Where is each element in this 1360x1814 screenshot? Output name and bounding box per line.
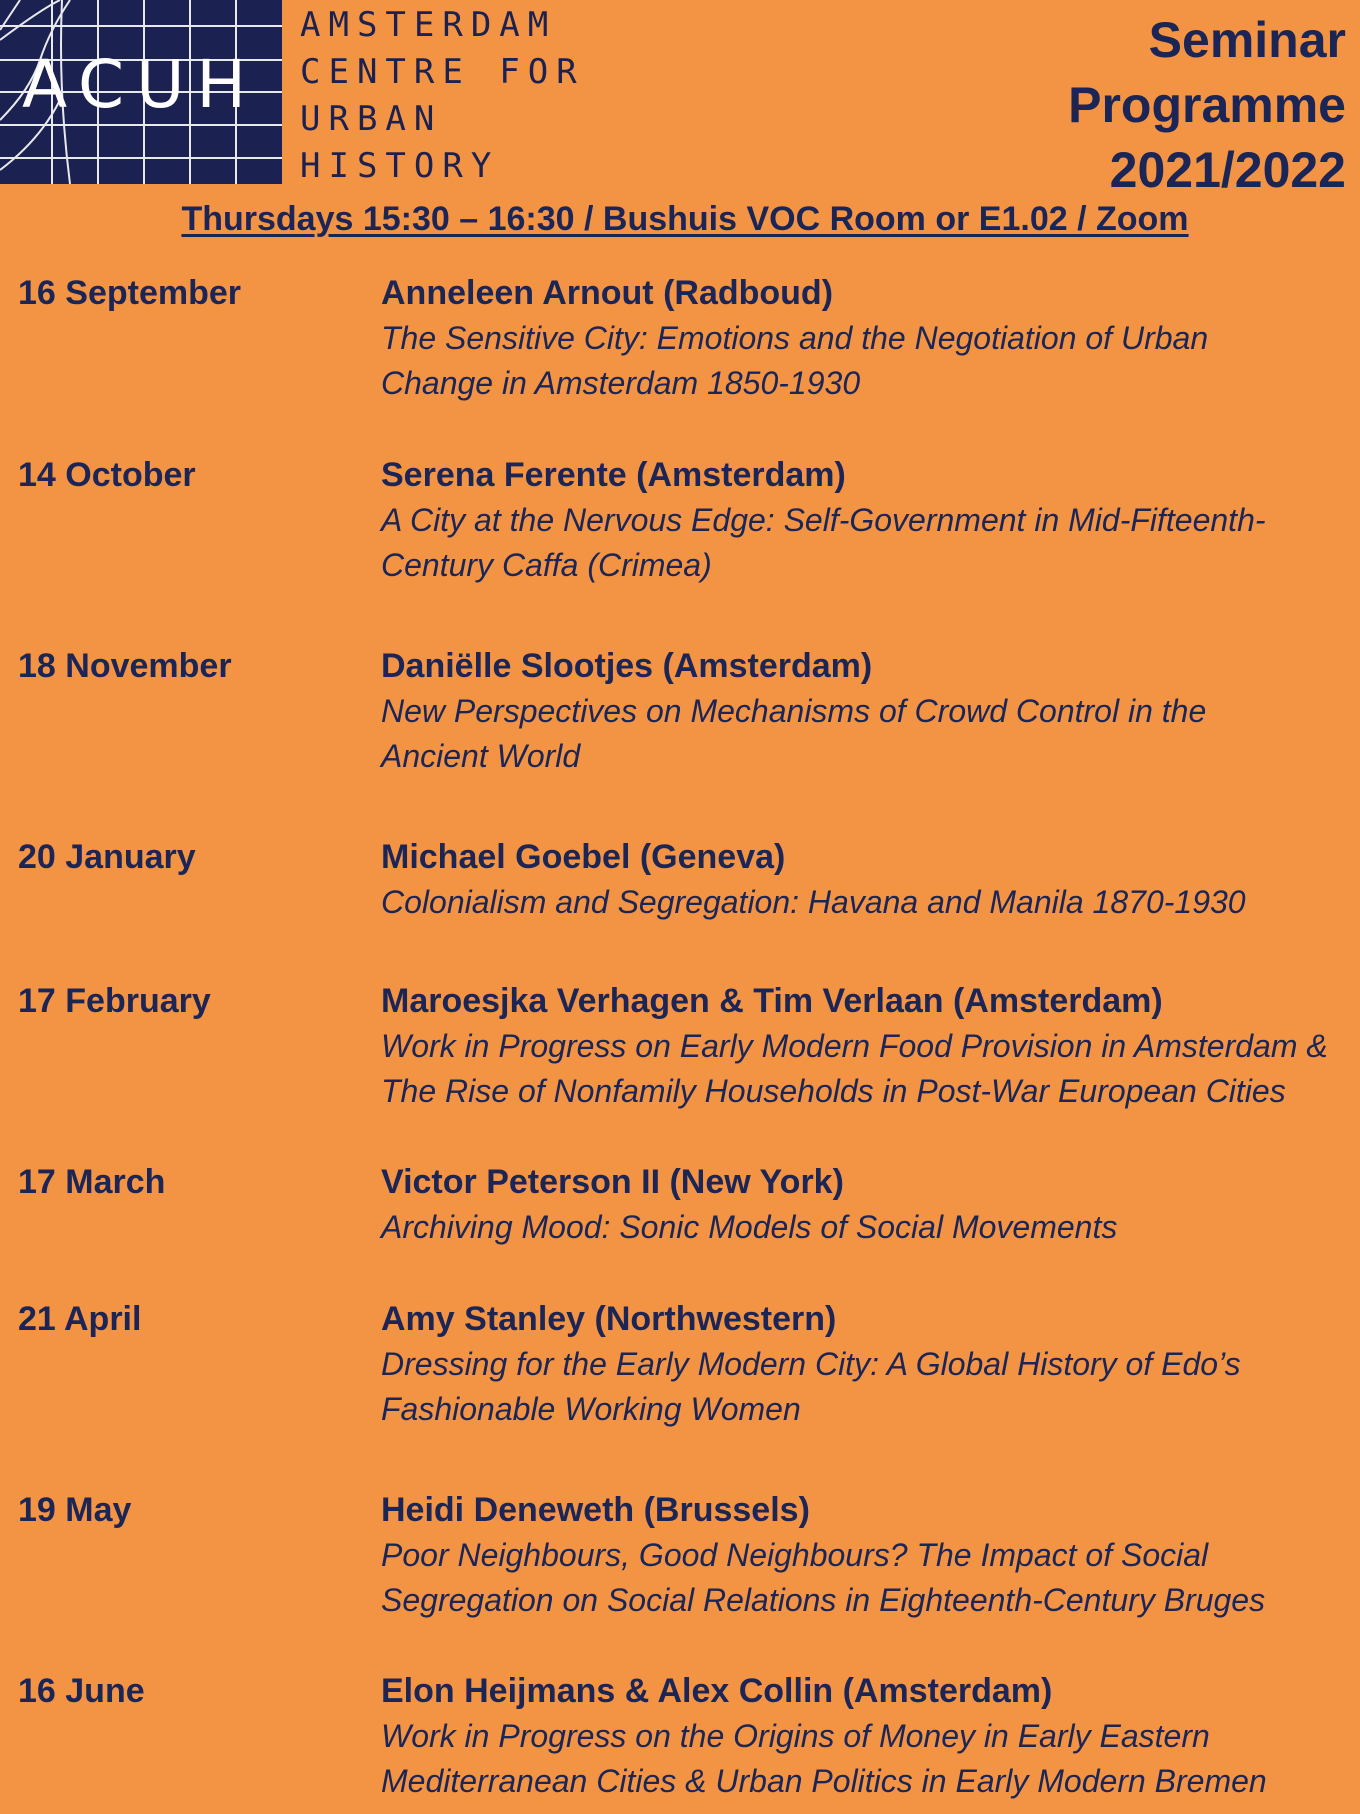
seminar-details — [381, 978, 1341, 1114]
centre-name-line: CENTRE FOR — [300, 52, 585, 92]
seminar-details — [381, 1159, 1341, 1250]
seminar-details — [381, 452, 1341, 588]
seminar-title-line: The Rise of Nonfamily Households in Post-War European Cities — [381, 1073, 1286, 1109]
seminar-details — [381, 643, 1341, 779]
seminar-date: 17 March — [18, 1163, 166, 1201]
seminar-details — [381, 1487, 1341, 1623]
seminar-speaker: Amy Stanley (Northwestern) — [381, 1300, 837, 1338]
seminar-title-line: Ancient World — [381, 738, 581, 774]
seminar-title — [381, 689, 1341, 779]
acuh-logo — [0, 0, 282, 184]
seminar-title — [381, 1024, 1341, 1114]
programme-title — [1068, 8, 1346, 203]
seminar-details — [381, 270, 1341, 406]
seminar-title — [381, 316, 1341, 406]
seminar-speaker: Serena Ferente (Amsterdam) — [381, 456, 846, 494]
seminar-title-line: Work in Progress on the Origins of Money in Early Eastern — [381, 1718, 1210, 1754]
seminar-title-line: Century Caffa (Crimea) — [381, 547, 712, 583]
seminar-details — [381, 1296, 1341, 1432]
seminar-title — [381, 1714, 1341, 1804]
seminar-title — [381, 880, 1341, 925]
seminar-title-line: New Perspectives on Mechanisms of Crowd Control in the — [381, 693, 1207, 729]
seminar-title-line: Fashionable Working Women — [381, 1391, 801, 1427]
seminar-title — [381, 1342, 1341, 1432]
seminar-title-line: Mediterranean Cities & Urban Politics in Early Modern Bremen — [381, 1763, 1267, 1799]
seminar-date: 18 November — [18, 647, 232, 685]
centre-name-line: URBAN — [300, 99, 443, 139]
seminar-speaker: Victor Peterson II (New York) — [381, 1163, 844, 1201]
title-line: Seminar — [1148, 12, 1346, 68]
seminar-date: 17 February — [18, 982, 211, 1020]
seminar-speaker: Anneleen Arnout (Radboud) — [381, 274, 834, 312]
seminar-date: 21 April — [18, 1300, 142, 1338]
centre-name-line: HISTORY — [300, 146, 500, 186]
seminar-title-line: Colonialism and Segregation: Havana and Manila 1870-1930 — [381, 884, 1246, 920]
seminar-title-line: Archiving Mood: Sonic Models of Social Movements — [381, 1209, 1118, 1245]
seminar-title — [381, 498, 1341, 588]
seminar-details — [381, 1668, 1341, 1804]
seminar-date: 19 May — [18, 1491, 132, 1529]
seminar-title-line: Segregation on Social Relations in Eighteenth-Century Bruges — [381, 1582, 1266, 1618]
logo-acronym: ACUH — [22, 46, 259, 123]
seminar-details — [381, 834, 1341, 925]
seminar-title-line: A City at the Nervous Edge: Self-Government in Mid-Fifteenth- — [381, 502, 1266, 538]
seminar-title-line: The Sensitive City: Emotions and the Negotiation of Urban — [381, 320, 1209, 356]
seminar-speaker: Maroesjka Verhagen & Tim Verlaan (Amsterdam) — [381, 982, 1163, 1020]
seminar-date: 14 October — [18, 456, 196, 494]
seminar-speaker: Michael Goebel (Geneva) — [381, 838, 786, 876]
seminar-title-line: Dressing for the Early Modern City: A Global History of Edo’s — [381, 1346, 1241, 1382]
seminar-title — [381, 1205, 1341, 1250]
seminar-speaker: Elon Heijmans & Alex Collin (Amsterdam) — [381, 1672, 1053, 1710]
seminar-speaker: Daniëlle Slootjes (Amsterdam) — [381, 647, 873, 685]
seminar-title-line: Poor Neighbours, Good Neighbours? The Impact of Social — [381, 1537, 1209, 1573]
centre-name-line: AMSTERDAM — [300, 5, 557, 45]
centre-name — [300, 2, 585, 190]
seminar-title-line: Work in Progress on Early Modern Food Provision in Amsterdam & — [381, 1028, 1328, 1064]
title-line: 2021/2022 — [1109, 142, 1346, 198]
seminar-speaker: Heidi Deneweth (Brussels) — [381, 1491, 810, 1529]
seminar-title — [381, 1533, 1341, 1623]
seminar-date: 20 January — [18, 838, 196, 876]
seminar-date: 16 June — [18, 1672, 145, 1710]
schedule-info: Thursdays 15:30 – 16:30 / Bushuis VOC Room or E1.02 / Zoom — [181, 200, 1189, 238]
seminar-date: 16 September — [18, 274, 241, 312]
title-line: Programme — [1068, 77, 1346, 133]
seminar-title-line: Change in Amsterdam 1850-1930 — [381, 365, 861, 401]
